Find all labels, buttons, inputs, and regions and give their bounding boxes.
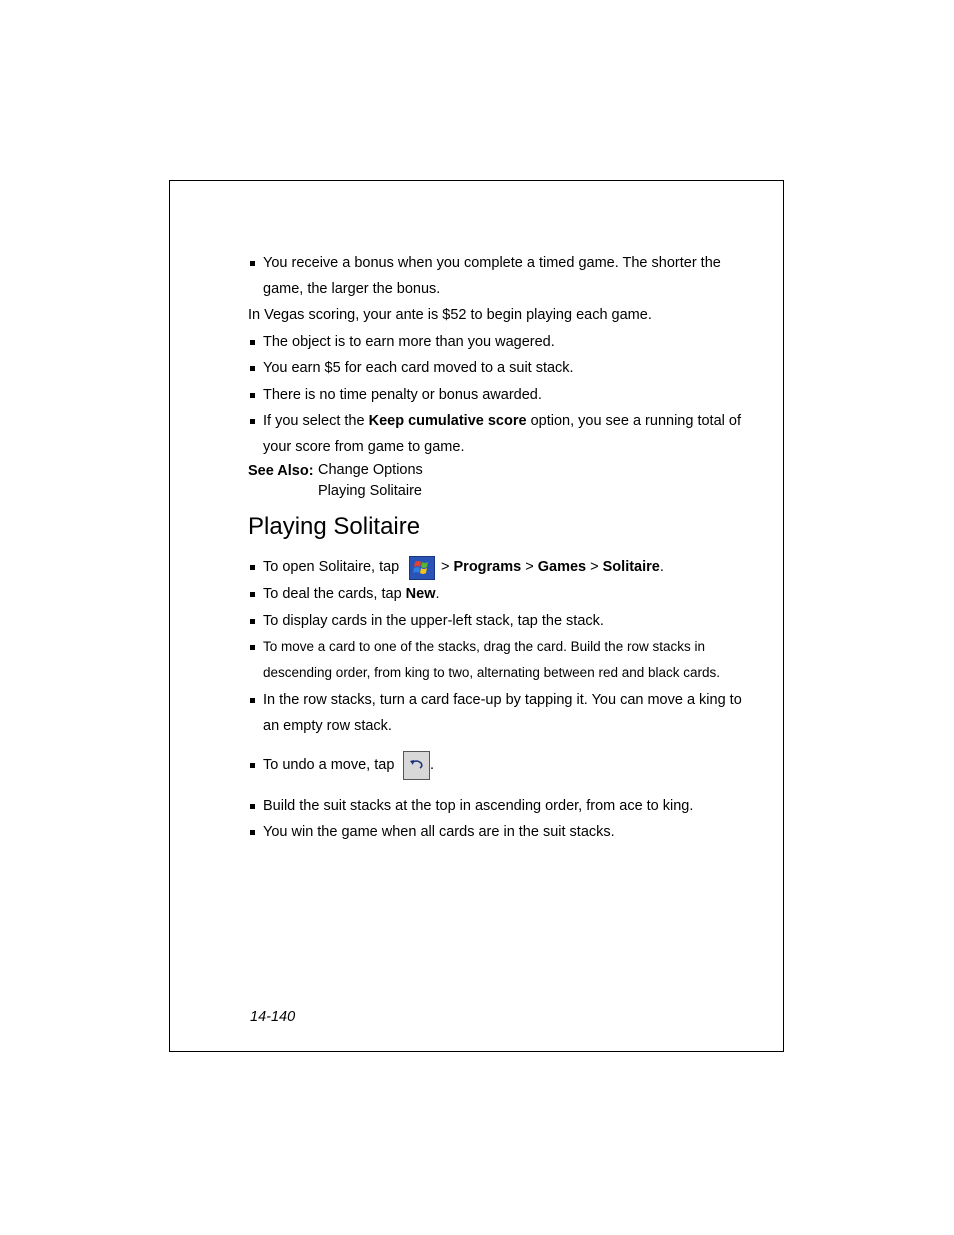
list-item: To undo a move, tap xyxy=(263,757,395,773)
bullet xyxy=(250,592,255,597)
list-item-continuation: your score from game to game. xyxy=(263,439,465,455)
separator: > xyxy=(525,559,534,575)
see-also-link[interactable]: Playing Solitaire xyxy=(318,483,422,499)
bullet xyxy=(250,261,255,266)
list-item: You earn $5 for each card moved to a suit stack. xyxy=(263,360,574,376)
list-item: To display cards in the upper-left stack, tap the stack. xyxy=(263,613,604,629)
period: . xyxy=(435,586,440,602)
bullet xyxy=(250,804,255,809)
menu-programs: Programs xyxy=(453,559,522,575)
list-item: The object is to earn more than you wagered. xyxy=(263,334,555,350)
windows-start-icon xyxy=(409,556,435,580)
separator: > xyxy=(590,559,599,575)
undo-icon xyxy=(403,751,430,780)
bullet xyxy=(250,830,255,835)
new-command: New xyxy=(405,586,436,602)
list-item: You receive a bonus when you complete a timed game. The shorter the xyxy=(263,255,721,271)
list-item-continuation: descending order, from king to two, alternating between red and black cards. xyxy=(263,665,721,680)
bullet xyxy=(250,419,255,424)
text: If you select the xyxy=(263,413,369,429)
bullet xyxy=(250,565,255,570)
list-item-continuation: an empty row stack. xyxy=(263,718,392,734)
menu-solitaire: Solitaire xyxy=(602,559,660,575)
list-item-open-label: To open Solitaire, tap xyxy=(263,559,400,575)
text: option, you see a running total of xyxy=(526,413,741,429)
period: . xyxy=(430,757,435,773)
list-item: To move a card to one of the stacks, drag the card. Build the row stacks in xyxy=(263,639,705,654)
menu-path xyxy=(441,558,664,576)
list-item xyxy=(263,412,741,430)
bullet xyxy=(250,619,255,624)
list-item: There is no time penalty or bonus awarded. xyxy=(263,387,542,403)
page-number: 14-140 xyxy=(250,1009,296,1025)
list-item: You win the game when all cards are in the suit stacks. xyxy=(263,824,615,840)
bullet xyxy=(250,763,255,768)
menu-games: Games xyxy=(537,559,587,575)
separator: > xyxy=(441,559,450,575)
bullet xyxy=(250,393,255,398)
option-name: Keep cumulative score xyxy=(368,413,527,429)
see-also-label: See Also: xyxy=(248,463,314,479)
list-item: Build the suit stacks at the top in ascending order, from ace to king. xyxy=(263,798,694,814)
list-item xyxy=(263,585,440,603)
list-item: In the row stacks, turn a card face-up by tapping it. You can move a king to xyxy=(263,692,742,708)
section-title: Playing Solitaire xyxy=(248,513,421,540)
list-item-continuation: game, the larger the bonus. xyxy=(263,281,441,297)
paragraph: In Vegas scoring, your ante is $52 to begin playing each game. xyxy=(248,307,652,323)
bullet xyxy=(250,366,255,371)
see-also-link[interactable]: Change Options xyxy=(318,462,423,478)
bullet xyxy=(250,645,255,650)
bullet xyxy=(250,340,255,345)
period: . xyxy=(659,559,664,575)
bullet xyxy=(250,698,255,703)
text: To deal the cards, tap xyxy=(263,586,406,602)
